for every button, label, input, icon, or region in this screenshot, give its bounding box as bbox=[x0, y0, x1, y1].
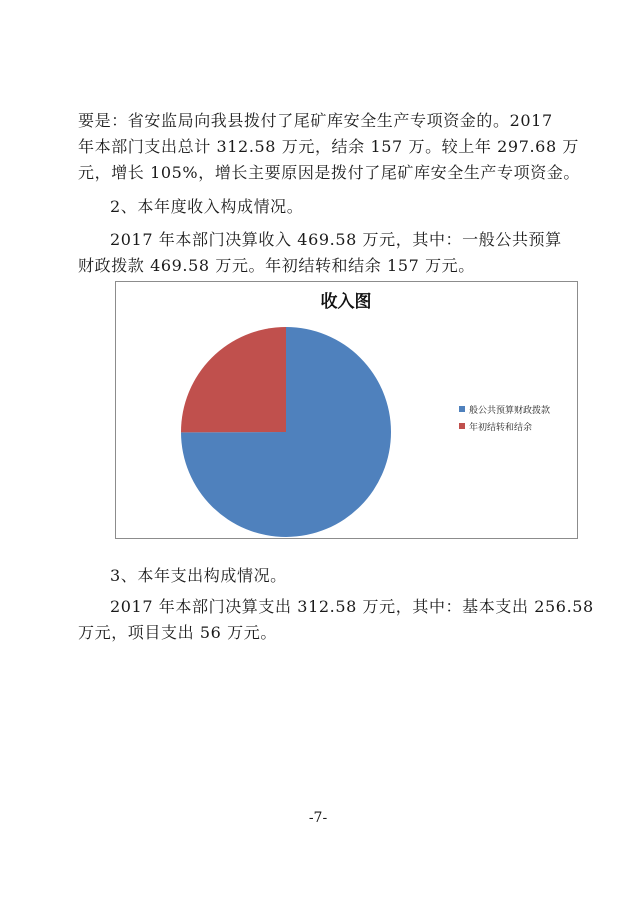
pie-slice-2 bbox=[181, 327, 286, 432]
chart-title: 收入图 bbox=[320, 292, 372, 312]
pie-slices bbox=[181, 327, 391, 537]
page-number: -7- bbox=[308, 810, 328, 826]
paragraph-1-line: 要是：省安监局向我县拨付了尾矿库安全生产专项资金的。2017 bbox=[78, 111, 553, 130]
paragraph-1-line: 年本部门支出总计 312.58 万元，结余 157 万。较上年 297.68 万 bbox=[78, 137, 580, 156]
paragraph-1 bbox=[78, 108, 581, 186]
legend-swatch-2 bbox=[459, 423, 465, 429]
paragraph-3 bbox=[78, 594, 594, 646]
paragraph-3-line: 2017 年本部门决算支出 312.58 万元，其中：基本支出 256.58 bbox=[110, 597, 594, 616]
paragraph-2-line: 2017 年本部门决算收入 469.58 万元，其中：一般公共预算 bbox=[110, 230, 562, 249]
pie-chart-svg bbox=[116, 282, 577, 538]
legend-label-2: 年初结转和结余 bbox=[469, 423, 533, 433]
legend-label-1: 般公共预算财政拨款 bbox=[469, 406, 551, 416]
section-heading-2 bbox=[78, 194, 595, 220]
section-heading-2-text: 2、本年度收入构成情况。 bbox=[110, 197, 304, 216]
paragraph-2-line: 财政拨款 469.58 万元。年初结转和结余 157 万元。 bbox=[78, 256, 475, 275]
section-heading-3-text: 3、本年支出构成情况。 bbox=[110, 566, 287, 585]
paragraph-1-line: 元，增长 105%，增长主要原因是拨付了尾矿库安全生产专项资金。 bbox=[78, 163, 581, 182]
paragraph-2 bbox=[78, 227, 563, 279]
section-heading-3 bbox=[78, 563, 595, 589]
income-pie-chart bbox=[115, 281, 578, 539]
legend-swatch-1 bbox=[459, 406, 465, 412]
chart-legend bbox=[459, 404, 550, 433]
paragraph-3-line: 万元，项目支出 56 万元。 bbox=[78, 623, 277, 642]
